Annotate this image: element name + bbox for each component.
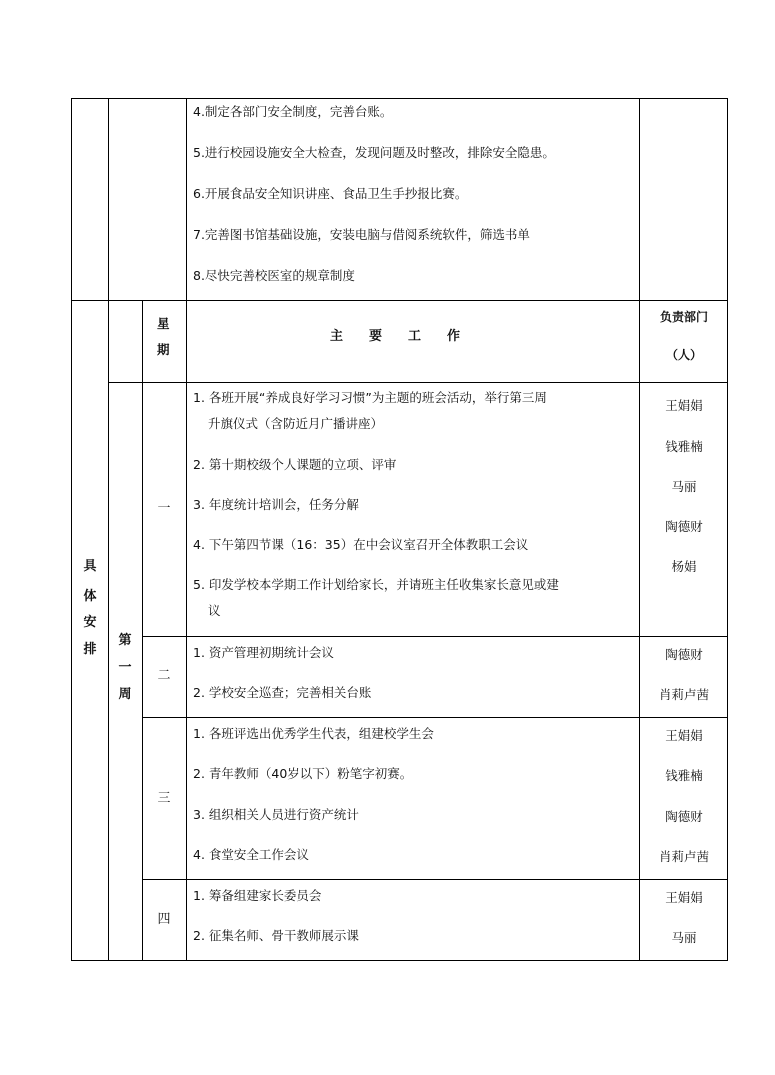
weekday-header-2: 期 xyxy=(157,342,170,357)
top-item-5: 5.进行校园设施安全大检查，发现问题及时整改，排除安全隐患。 xyxy=(193,145,555,160)
person-mon-4: 陶德财 xyxy=(665,519,703,534)
person-wed-3: 陶德财 xyxy=(665,809,703,824)
side-label-char-3: 安 xyxy=(83,615,97,630)
person-mon-3: 马丽 xyxy=(671,479,697,494)
person-wed-4: 肖莉卢茜 xyxy=(658,849,709,864)
task-wed-1: 1. 各班评选出优秀学生代表，组建校学生会 xyxy=(193,726,434,741)
task-thu-2: 2. 征集名师、骨干教师展示课 xyxy=(193,928,359,943)
weekday-header-1: 星 xyxy=(157,316,170,331)
task-wed-2: 2. 青年教师（40岁以下）粉笔字初赛。 xyxy=(193,766,413,781)
person-mon-1: 王娟娟 xyxy=(665,398,703,413)
col-divider-1 xyxy=(108,98,109,961)
col-divider-2 xyxy=(142,300,143,961)
person-mon-2: 钱雅楠 xyxy=(665,439,703,454)
day-label-thu: 四 xyxy=(157,912,171,927)
row-divider-3 xyxy=(142,879,728,880)
task-mon-3: 3. 年度统计培训会，任务分解 xyxy=(193,497,359,512)
task-mon-1a: 1. 各班开展“养成良好学习习惯”为主题的班会活动，举行第三周 xyxy=(193,390,547,405)
task-tue-2: 2. 学校安全巡查；完善相关台账 xyxy=(193,685,372,700)
top-item-8: 8.尽快完善校医室的规章制度 xyxy=(193,268,355,283)
side-label-char-4: 排 xyxy=(83,642,97,657)
week-label-char-2: 一 xyxy=(118,660,132,675)
task-wed-4: 4. 食堂安全工作会议 xyxy=(193,847,309,862)
table-border-left xyxy=(71,98,72,961)
row-divider-2 xyxy=(142,717,728,718)
week-label-char-3: 周 xyxy=(118,687,132,702)
task-mon-4: 4. 下午第四节课（16：35）在中会议室召开全体教职工会议 xyxy=(193,537,529,552)
table-border-top xyxy=(71,98,728,99)
task-tue-1: 1. 资产管理初期统计会议 xyxy=(193,645,334,660)
day-label-mon: 一 xyxy=(157,501,171,516)
header-divider xyxy=(108,382,728,383)
top-item-6: 6.开展食品安全知识讲座、食品卫生手抄报比赛。 xyxy=(193,186,468,201)
week-label-char-1: 第 xyxy=(118,633,132,648)
top-item-7: 7.完善图书馆基础设施，安装电脑与借阅系统软件，筛选书单 xyxy=(193,227,530,242)
person-mon-5: 杨娟 xyxy=(671,559,697,574)
person-wed-2: 钱雅楠 xyxy=(665,768,703,783)
col-divider-3 xyxy=(186,98,187,961)
task-mon-2: 2. 第十期校级个人课题的立项、评审 xyxy=(193,457,397,472)
row-divider-1 xyxy=(142,636,728,637)
task-mon-5a: 5. 印发学校本学期工作计划给家长，并请班主任收集家长意见或建 xyxy=(193,577,559,592)
person-thu-1: 王娟娟 xyxy=(665,890,703,905)
task-wed-3: 3. 组织相关人员进行资产统计 xyxy=(193,807,359,822)
side-label-char-1: 具 xyxy=(83,559,97,574)
person-wed-1: 王娟娟 xyxy=(665,728,703,743)
top-item-4: 4.制定各部门安全制度，完善台账。 xyxy=(193,104,393,119)
main-work-header: 主 要 工 作 xyxy=(330,329,461,344)
dept-header-1: 负责部门 xyxy=(659,310,708,324)
side-label-char-2: 体 xyxy=(83,589,97,604)
section-divider xyxy=(71,300,728,301)
person-tue-2: 肖莉卢茜 xyxy=(658,687,709,702)
task-mon-5b: 议 xyxy=(208,603,221,618)
task-thu-1: 1. 筹备组建家长委员会 xyxy=(193,888,322,903)
person-tue-1: 陶德财 xyxy=(665,647,703,662)
dept-header-2: （人） xyxy=(665,348,702,362)
person-thu-2: 马丽 xyxy=(671,930,697,945)
day-label-wed: 三 xyxy=(157,791,171,806)
day-label-tue: 二 xyxy=(157,668,171,683)
table-border-bottom xyxy=(71,960,728,961)
task-mon-1b: 升旗仪式（含防近月广播讲座） xyxy=(208,416,384,431)
